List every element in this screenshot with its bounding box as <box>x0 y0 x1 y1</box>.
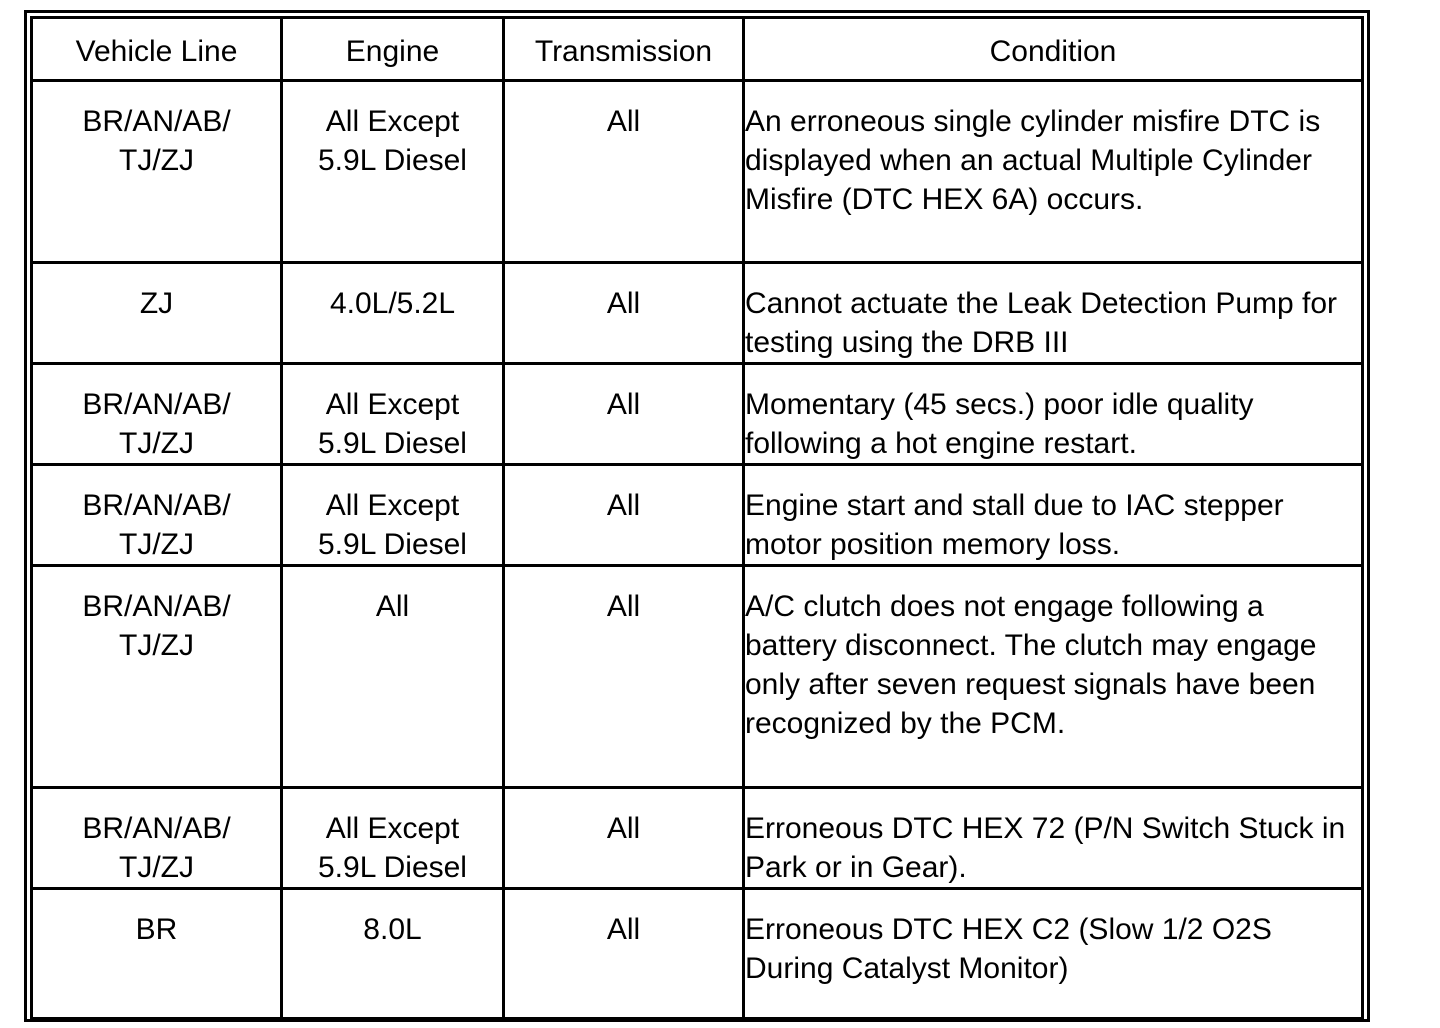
table-row <box>32 364 1363 465</box>
cell-condition: A/C clutch does not engage following a battery disconnect. The clutch may engage only after seven request signals have been recognized by the PCM. <box>744 566 1363 788</box>
cell-engine: All <box>282 566 504 788</box>
cell-vehicle-line: BR/AN/AB/ TJ/ZJ <box>32 465 282 566</box>
cell-engine: All Except 5.9L Diesel <box>282 788 504 889</box>
table-row <box>32 788 1363 889</box>
cell-transmission: All <box>504 566 744 788</box>
cell-engine: All Except 5.9L Diesel <box>282 81 504 263</box>
cell-engine: All Except 5.9L Diesel <box>282 364 504 465</box>
cell-transmission: All <box>504 364 744 465</box>
table-row <box>32 889 1363 1019</box>
cell-vehicle-line: BR/AN/AB/ TJ/ZJ <box>32 788 282 889</box>
cell-transmission: All <box>504 465 744 566</box>
cell-condition: An erroneous single cylinder misfire DTC is displayed when an actual Multiple Cylinder Misfire (DTC HEX 6A) occurs. <box>744 81 1363 263</box>
cell-transmission: All <box>504 263 744 364</box>
cell-transmission: All <box>504 889 744 1019</box>
cell-condition: Engine start and stall due to IAC stepper motor position memory loss. <box>744 465 1363 566</box>
cell-vehicle-line: ZJ <box>32 263 282 364</box>
table-row <box>32 465 1363 566</box>
table-row <box>32 566 1363 788</box>
cell-vehicle-line: BR/AN/AB/ TJ/ZJ <box>32 81 282 263</box>
table-row <box>32 263 1363 364</box>
cell-vehicle-line: BR/AN/AB/ TJ/ZJ <box>32 566 282 788</box>
header-vehicle-line: Vehicle Line <box>32 18 282 81</box>
cell-condition: Momentary (45 secs.) poor idle quality following a hot engine restart. <box>744 364 1363 465</box>
cell-condition: Erroneous DTC HEX 72 (P/N Switch Stuck in Park or in Gear). <box>744 788 1363 889</box>
table-frame <box>24 10 1370 1022</box>
cell-transmission: All <box>504 788 744 889</box>
header-condition: Condition <box>744 18 1363 81</box>
cell-transmission: All <box>504 81 744 263</box>
conditions-table <box>30 16 1364 1020</box>
cell-engine: All Except 5.9L Diesel <box>282 465 504 566</box>
cell-condition: Erroneous DTC HEX C2 (Slow 1/2 O2S During Catalyst Monitor) <box>744 889 1363 1019</box>
cell-engine: 8.0L <box>282 889 504 1019</box>
cell-vehicle-line: BR/AN/AB/ TJ/ZJ <box>32 364 282 465</box>
cell-engine: 4.0L/5.2L <box>282 263 504 364</box>
cell-vehicle-line: BR <box>32 889 282 1019</box>
table-header-row <box>32 18 1363 81</box>
cell-condition: Cannot actuate the Leak Detection Pump for testing using the DRB III <box>744 263 1363 364</box>
header-engine: Engine <box>282 18 504 81</box>
header-transmission: Transmission <box>504 18 744 81</box>
table-row <box>32 81 1363 263</box>
